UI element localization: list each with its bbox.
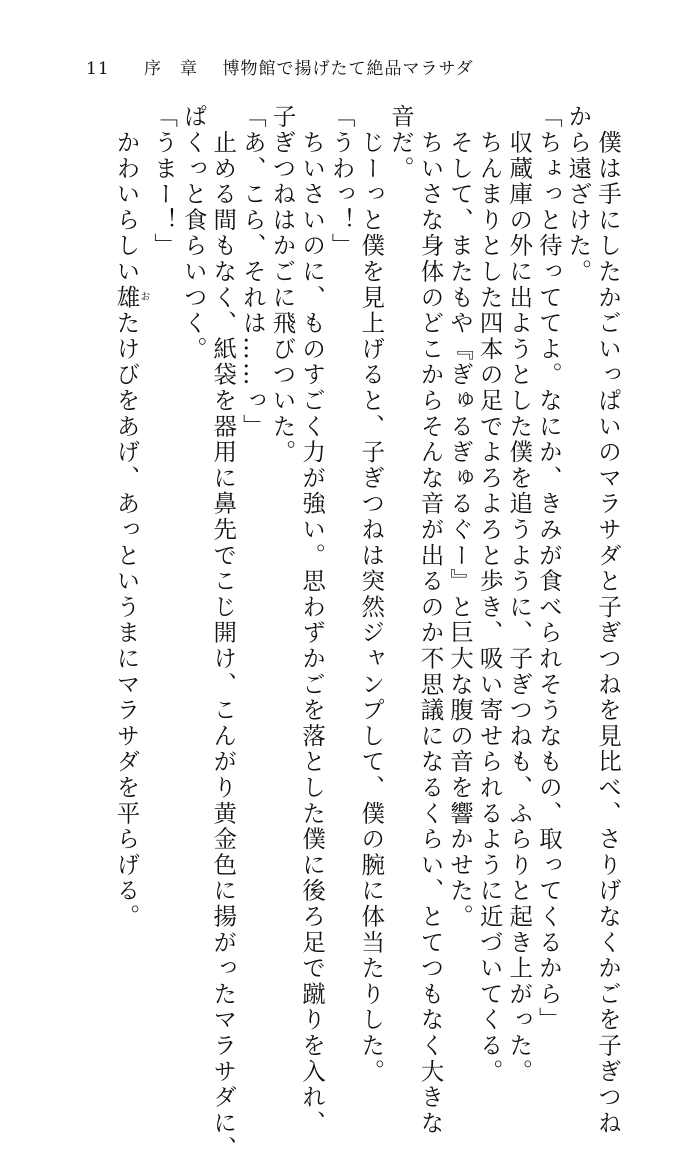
text-line: じーっと僕を見上げると、子ぎつねは突然ジャンプして、僕の腕に体当たりした。 [357, 129, 386, 1085]
ruby-reading: お [138, 284, 149, 311]
chapter-label: 序 章 [144, 59, 199, 79]
dialogue-line: 「うまー！」 [150, 104, 179, 259]
text-line: から遠ざけた。 [564, 104, 593, 285]
ruby-word: 雄お [112, 284, 149, 311]
text-line: 子ぎつねはかごに飛びついた。 [268, 104, 297, 466]
dialogue-line: 「ちょっと待っててよ。なにか、きみが食べられそうなもの、取ってくるから」 [534, 104, 563, 1033]
page-number: 11 [86, 59, 110, 79]
vertical-text-body [62, 104, 622, 1162]
text-line: ぱくっと食らいつく。 [179, 104, 208, 362]
text-line: ちいさな身体のどこからそんな音が出るのか不思議になるくらい、とてつもなく大きな [416, 129, 445, 1137]
dialogue-line: 「うわっ！」 [327, 104, 356, 259]
dialogue-line: 「あ、こら、それは……っ」 [238, 104, 267, 440]
text-line: ちんまりとした四本の足でよろよろと歩き、吸い寄せられるように近づいてくる。 [475, 129, 504, 1085]
text-line: 僕は手にしたかごいっぱいのマラサダと子ぎつねを見比べ、さりげなくかごを子ぎつね [594, 129, 622, 1137]
running-header [86, 56, 474, 82]
text-line: 収蔵庫の外に出ようとした僕を追うように、子ぎつねも、ふらりと起き上がった。 [505, 129, 534, 1085]
text-line: そして、またもや『ぎゅるぎゅるぐー』と巨大な腹の音を響かせた。 [446, 129, 475, 930]
text-line: ちいさいのに、ものすごく力が強い。思わずかごを落とした僕に後ろ足で蹴りを入れ、 [298, 129, 327, 1137]
text-line: かわいらしい雄おたけびをあげ、あっというまにマラサダを平らげる。 [112, 129, 149, 930]
text-line: 音だ。 [386, 104, 415, 182]
text-line: 止める間もなく、紙袋を器用に鼻先でこじ開け、こんがり黄金色に揚がったマラサダに、 [209, 129, 238, 1162]
chapter-title: 博物館で揚げたて絶品マラサダ [222, 59, 474, 79]
